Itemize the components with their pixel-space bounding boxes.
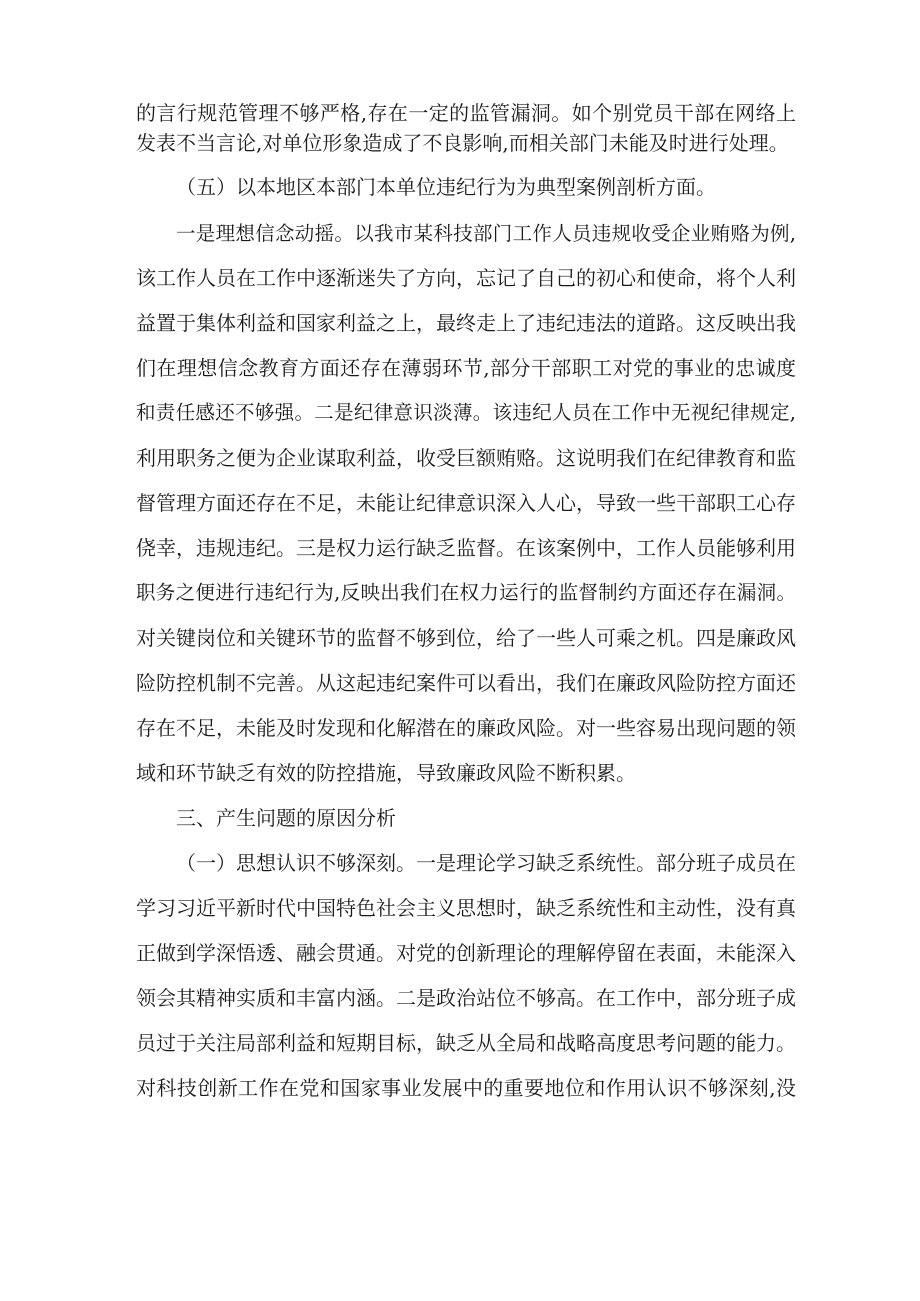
text-line: 和责任感还不够强。二是纪律意识淡薄。该违纪人员在工作中无视纪律规定, xyxy=(136,401,796,424)
text-line: 一是理想信念动摇。以我市某科技部门工作人员违规收受企业贿赂为例, xyxy=(176,222,796,245)
text-line: 的言行规范管理不够严格,存在一定的监管漏洞。如个别党员干部在网络上 xyxy=(136,101,796,125)
section-heading: （五）以本地区本部门本单位违纪行为为典型案例剖析方面。 xyxy=(176,175,716,199)
section-heading: 三、产生问题的原因分析 xyxy=(176,806,396,830)
text-line: 员过于关注局部利益和短期目标，缺乏从全局和战略高度思考问题的能力。 xyxy=(136,1031,796,1055)
text-line: 正做到学深悟透、融会贯通。对党的创新理论的理解停留在表面，未能深入 xyxy=(136,941,796,965)
text-line: （一）思想认识不够深刻。一是理论学习缺乏系统性。部分班子成员在 xyxy=(176,851,796,875)
text-line: 们在理想信念教育方面还存在薄弱环节,部分干部职工对党的事业的忠诚度 xyxy=(136,356,796,380)
text-line: 利用职务之便为企业谋取利益，收受巨额贿赂。这说明我们在纪律教育和监 xyxy=(136,446,796,470)
text-line: 侥幸，违规违纪。三是权力运行缺乏监督。在该案例中，工作人员能够利用 xyxy=(136,536,796,560)
text-line: 对科技创新工作在党和国家事业发展中的重要地位和作用认识不够深刻,没 xyxy=(136,1076,796,1100)
text-line: 险防控机制不完善。从这起违纪案件可以看出，我们在廉政风险防控方面还 xyxy=(136,671,796,695)
text-line: 学习习近平新时代中国特色社会主义思想时，缺乏系统性和主动性，没有真 xyxy=(136,896,796,920)
text-line: 存在不足，未能及时发现和化解潜在的廉政风险。对一些容易出现问题的领 xyxy=(136,716,796,740)
text-line: 域和环节缺乏有效的防控措施，导致廉政风险不断积累。 xyxy=(136,761,636,785)
text-line: 发表不当言论,对单位形象造成了不良影响,而相关部门未能及时进行处理。 xyxy=(136,131,789,155)
text-line: 益置于集体利益和国家利益之上，最终走上了违纪违法的道路。这反映出我 xyxy=(136,311,796,335)
text-line: 对关键岗位和关键环节的监督不够到位，给了一些人可乘之机。四是廉政风 xyxy=(136,626,796,650)
text-line: 领会其精神实质和丰富内涵。二是政治站位不够高。在工作中，部分班子成 xyxy=(136,986,796,1010)
text-line: 督管理方面还存在不足，未能让纪律意识深入人心，导致一些干部职工心存 xyxy=(136,491,796,515)
text-line: 职务之便进行违纪行为,反映出我们在权力运行的监督制约方面还存在漏洞。 xyxy=(136,581,796,604)
text-line: 该工作人员在工作中逐渐迷失了方向，忘记了自己的初心和使命，将个人利 xyxy=(136,266,796,290)
